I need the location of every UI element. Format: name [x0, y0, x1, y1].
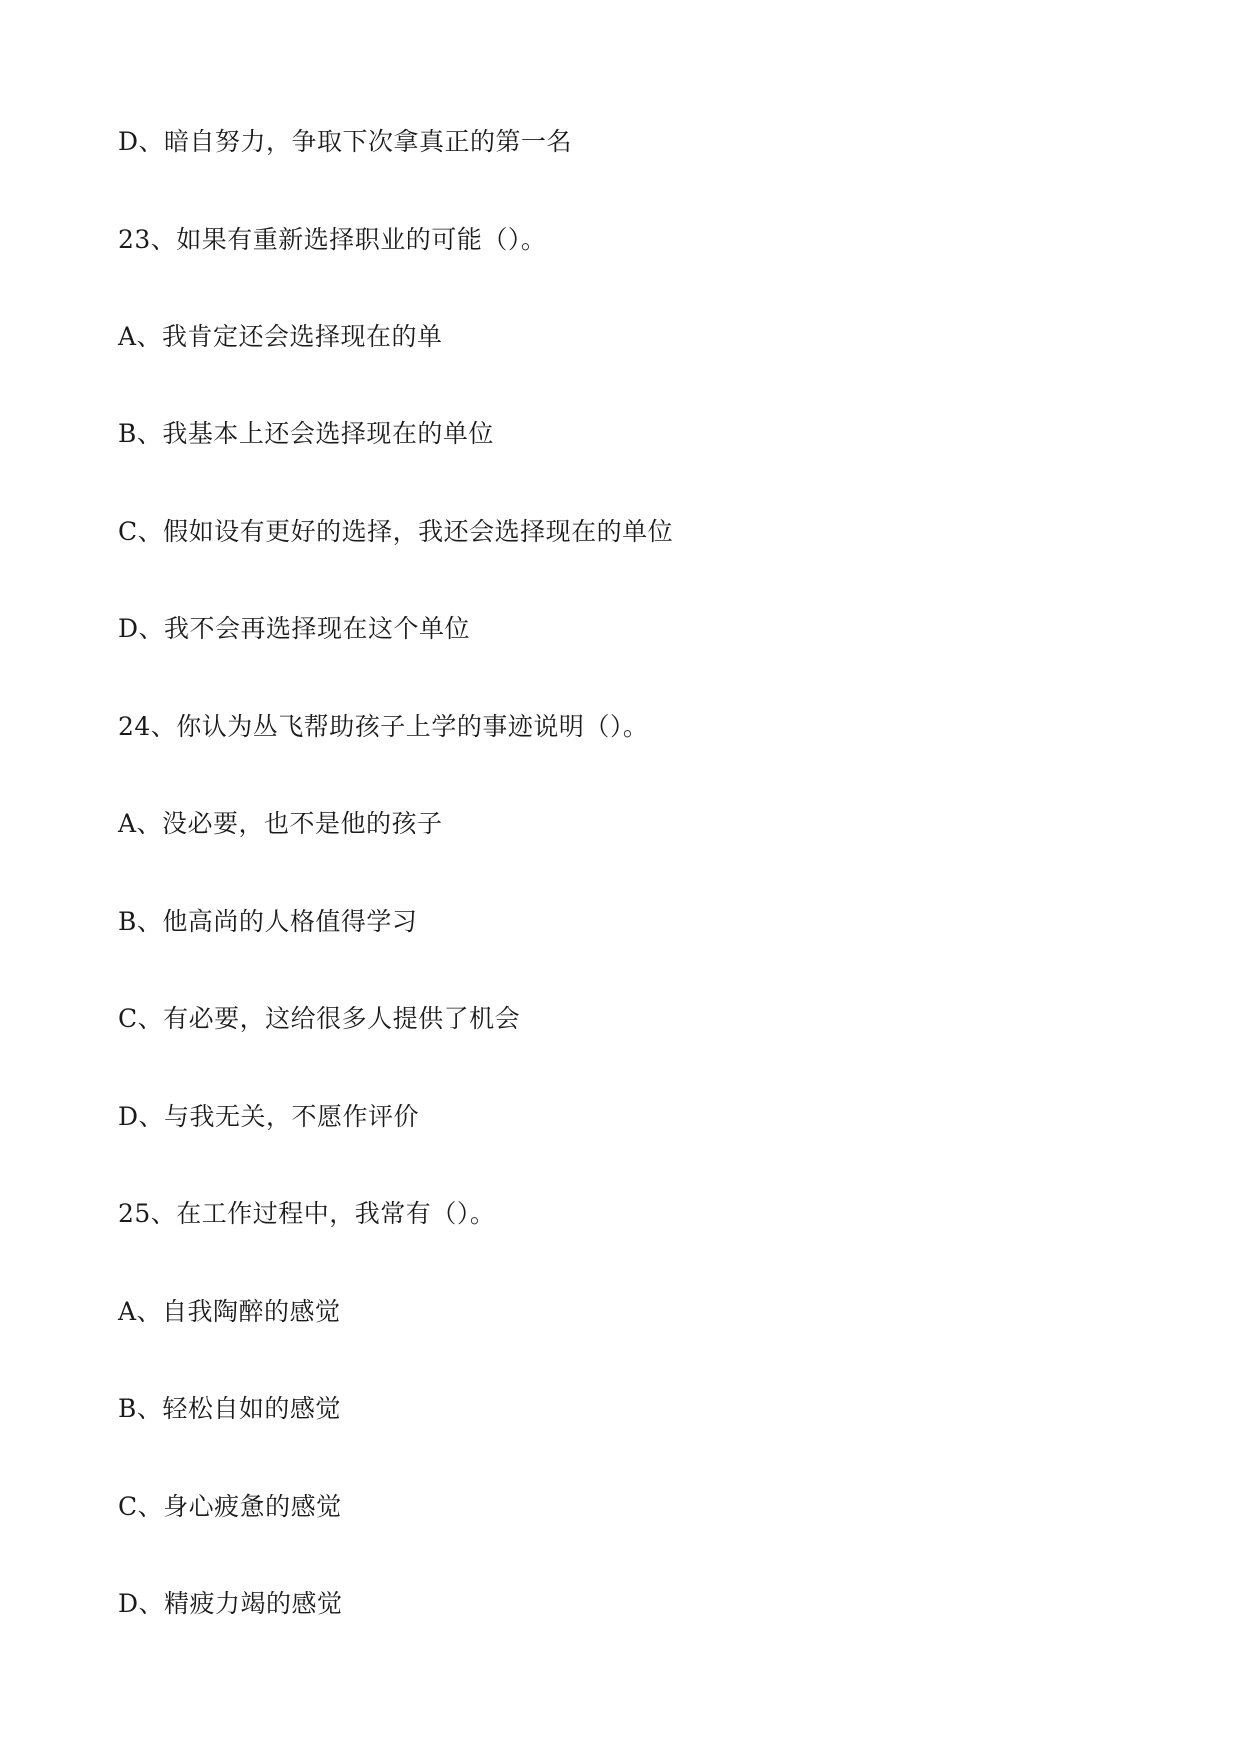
- option-d-q22: D、暗自努力，争取下次拿真正的第一名: [118, 127, 573, 156]
- question-25: 25、在工作过程中，我常有（）。: [118, 1199, 496, 1228]
- option-a-q24: A、没必要，也不是他的孩子: [118, 809, 443, 838]
- option-d-q25: D、精疲力竭的感觉: [118, 1589, 343, 1618]
- question-24: 24、你认为丛飞帮助孩子上学的事迹说明（）。: [118, 712, 649, 741]
- option-a-q23: A、我肯定还会选择现在的单: [118, 322, 443, 351]
- option-b-q23: B、我基本上还会选择现在的单位: [118, 419, 494, 448]
- option-d-q23: D、我不会再选择现在这个单位: [118, 614, 471, 643]
- option-b-q24: B、他高尚的人格值得学习: [118, 907, 418, 936]
- option-c-q24: C、有必要，这给很多人提供了机会: [118, 1004, 521, 1033]
- option-a-q25: A、自我陶醉的感觉: [118, 1297, 341, 1326]
- option-b-q25: B、轻松自如的感觉: [118, 1394, 341, 1423]
- option-d-q24: D、与我无关，不愿作评价: [118, 1102, 420, 1131]
- question-23: 23、如果有重新选择职业的可能（）。: [118, 225, 547, 254]
- option-c-q25: C、身心疲惫的感觉: [118, 1492, 342, 1521]
- option-c-q23: C、假如设有更好的选择，我还会选择现在的单位: [118, 517, 674, 546]
